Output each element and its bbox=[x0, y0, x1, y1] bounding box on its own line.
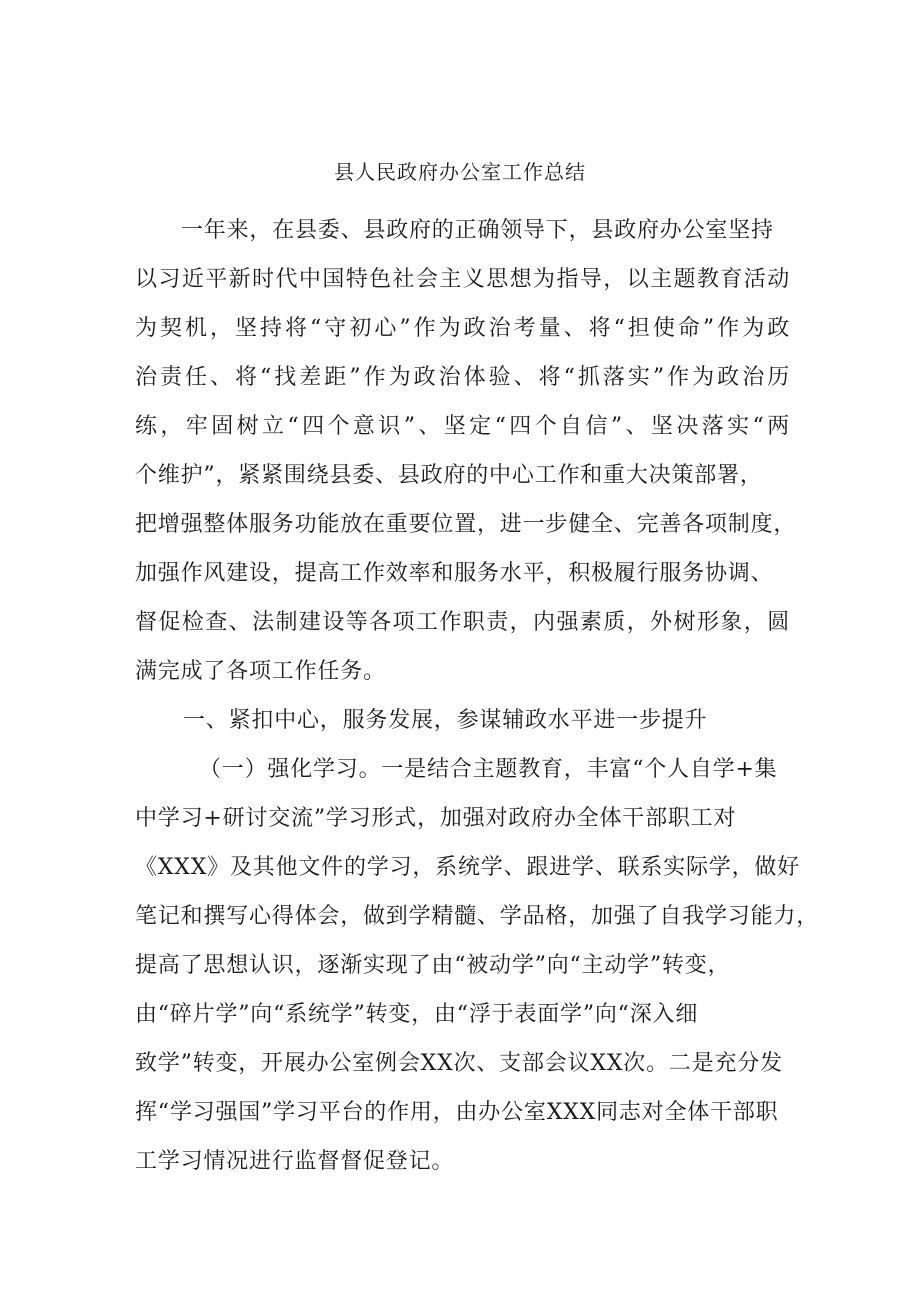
text-line: 治责任、将“找差距”作为政治体验、将“抓落实”作为政治历 bbox=[135, 365, 790, 390]
text-line: 加强作风建设，提高工作效率和服务水平，积极履行服务协调、 bbox=[135, 561, 774, 586]
paragraph-study bbox=[135, 745, 820, 1186]
text-line: 满完成了各项工作任务。 bbox=[135, 659, 386, 684]
document-body bbox=[135, 206, 820, 1186]
text-line: 提高了思想认识，逐渐实现了由“被动学”向“主动学”转变， bbox=[135, 953, 731, 978]
text-line: 笔记和撰写心得体会，做到学精髓、学品格，加强了自我学习能力， bbox=[135, 904, 820, 929]
text-line: 致学”转变，开展办公室例会XX次、支部会议XX次。二是充分发 bbox=[135, 1051, 783, 1076]
text-line: 为契机，坚持将“守初心”作为政治考量、将“担使命”作为政 bbox=[135, 316, 790, 341]
paragraph-intro bbox=[135, 206, 797, 696]
text-line: 一年来，在县委、县政府的正确领导下，县政府办公室坚持 bbox=[181, 218, 774, 243]
text-line: 以习近平新时代中国特色社会主义思想为指导，以主题教育活动 bbox=[135, 267, 790, 292]
section-heading: 一、紧扣中心，服务发展，参谋辅政水平进一步提升 bbox=[183, 708, 708, 733]
text-line: 由“碎片学”向“系统学”转变，由“浮于表面学”向“深入细 bbox=[135, 1002, 699, 1027]
text-line: 工学习情况进行监督督促登记。 bbox=[135, 1149, 455, 1174]
text-line: 个维护”，紧紧围绕县委、县政府的中心工作和重大决策部署， bbox=[135, 463, 763, 488]
text-line: 练，牢固树立“四个意识”、坚定“四个自信”、坚决落实“两 bbox=[135, 414, 790, 439]
text-line: 挥“学习强国”学习平台的作用，由办公室XXX同志对全体干部职 bbox=[135, 1100, 779, 1125]
text-line: 督促检查、法制建设等各项工作职责，内强素质，外树形象，圆 bbox=[135, 610, 790, 635]
document-title: 县人民政府办公室工作总结 bbox=[334, 160, 586, 184]
text-line: （一）强化学习。一是结合主题教育，丰富“个人自学+集 bbox=[199, 757, 778, 782]
text-line: 《XXX》及其他文件的学习，系统学、跟进学、联系实际学，做好 bbox=[135, 855, 800, 880]
text-line: 把增强整体服务功能放在重要位置，进一步健全、完善各项制度， bbox=[135, 512, 797, 537]
text-line: 中学习+研讨交流”学习形式，加强对政府办全体干部职工对 bbox=[135, 806, 737, 831]
